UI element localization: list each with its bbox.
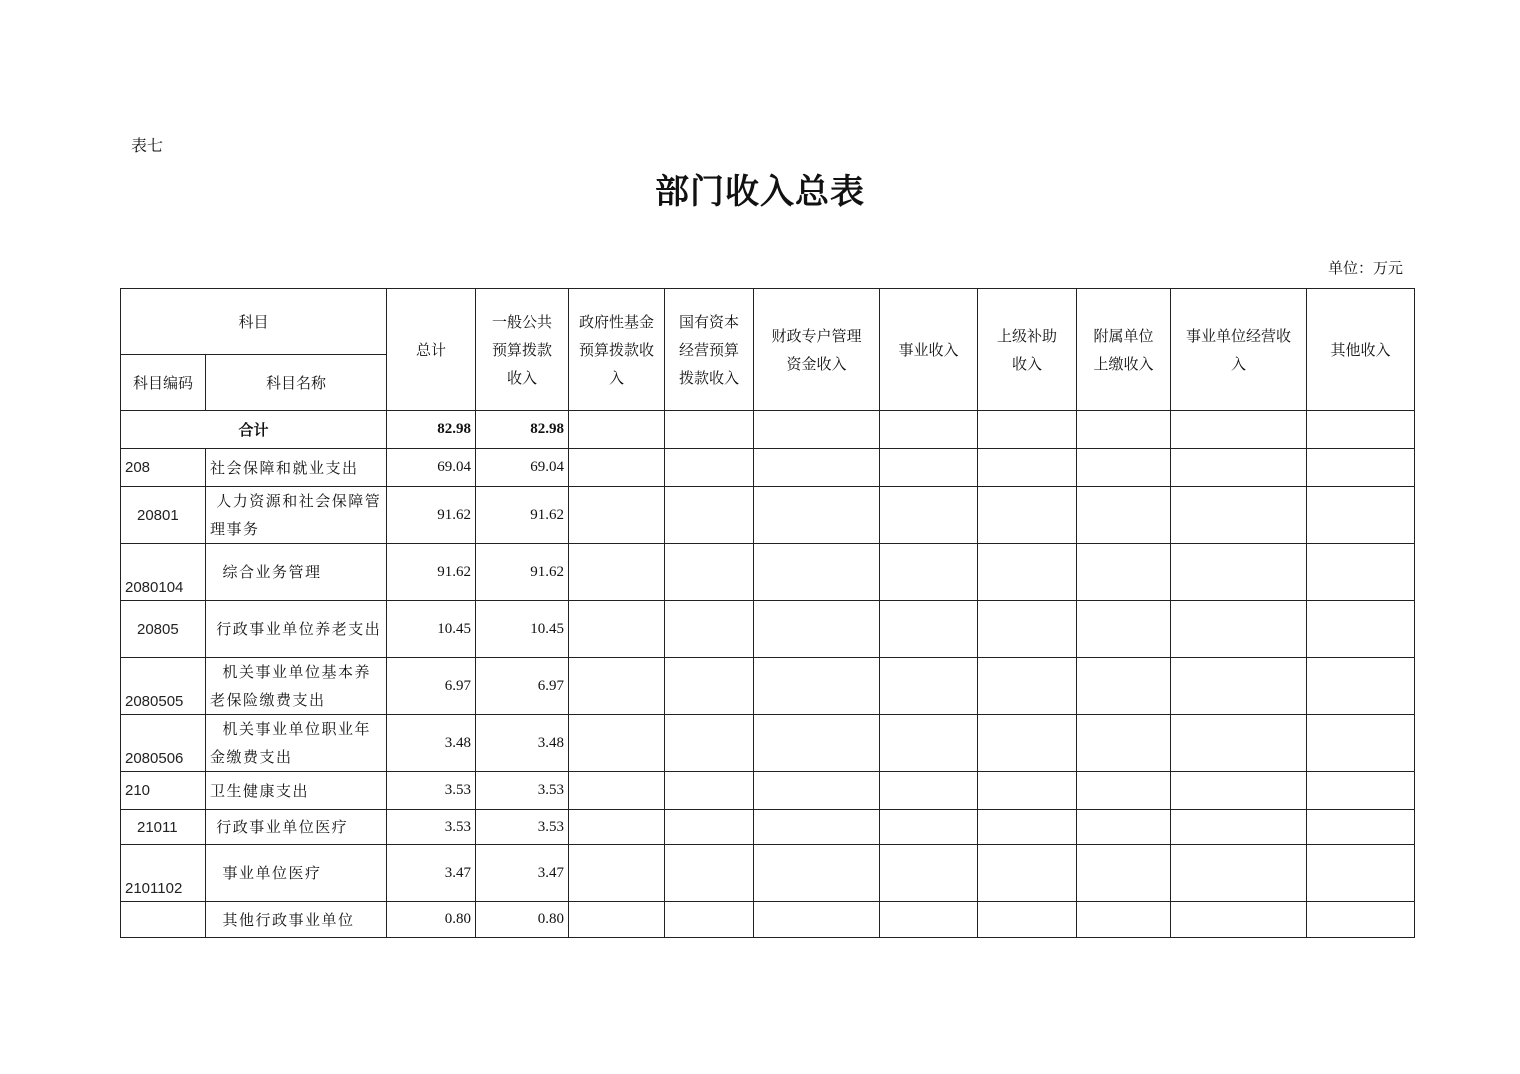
empty-cell <box>665 772 754 810</box>
subject-code-cell: 210 <box>121 772 206 810</box>
empty-cell <box>978 544 1077 601</box>
table-label: 表七 <box>131 136 164 155</box>
header-special-account: 财政专户管理资金收入 <box>754 289 880 411</box>
empty-cell <box>754 544 880 601</box>
general-budget-cell: 3.53 <box>476 772 569 810</box>
subject-name-cell: 事业单位医疗 <box>206 845 387 902</box>
empty-cell <box>880 449 978 487</box>
general-budget-cell: 91.62 <box>476 487 569 544</box>
table-row <box>121 810 1415 845</box>
table-row <box>121 845 1415 902</box>
empty-cell <box>978 658 1077 715</box>
empty-cell <box>1307 902 1415 938</box>
empty-cell <box>569 411 665 449</box>
table-row <box>121 902 1415 938</box>
header-subject: 科目 <box>121 289 387 355</box>
total-cell: 6.97 <box>387 658 476 715</box>
empty-cell <box>880 845 978 902</box>
table-row <box>121 601 1415 658</box>
total-cell: 91.62 <box>387 544 476 601</box>
empty-cell <box>978 715 1077 772</box>
empty-cell <box>1077 810 1171 845</box>
header-other: 其他收入 <box>1307 289 1415 411</box>
empty-cell <box>1171 411 1307 449</box>
empty-cell <box>754 715 880 772</box>
total-cell: 3.47 <box>387 845 476 902</box>
empty-cell <box>880 411 978 449</box>
total-cell: 3.53 <box>387 810 476 845</box>
header-code: 科目编码 <box>121 355 206 411</box>
general-budget-cell: 3.48 <box>476 715 569 772</box>
empty-cell <box>978 487 1077 544</box>
empty-cell <box>569 772 665 810</box>
empty-cell <box>665 658 754 715</box>
empty-cell <box>665 902 754 938</box>
empty-cell <box>569 902 665 938</box>
total-cell: 0.80 <box>387 902 476 938</box>
empty-cell <box>1077 411 1171 449</box>
empty-cell <box>978 845 1077 902</box>
empty-cell <box>1307 544 1415 601</box>
total-cell: 69.04 <box>387 449 476 487</box>
empty-cell <box>1077 772 1171 810</box>
empty-cell <box>1171 810 1307 845</box>
subject-code-cell: 21011 <box>121 810 206 845</box>
general-budget-cell: 3.53 <box>476 810 569 845</box>
subject-name-cell: 机关事业单位基本养老保险缴费支出 <box>206 658 387 715</box>
empty-cell <box>978 411 1077 449</box>
empty-cell <box>880 601 978 658</box>
empty-cell <box>569 544 665 601</box>
empty-cell <box>754 772 880 810</box>
unit-label: 单位：万元 <box>1327 259 1403 277</box>
empty-cell <box>569 810 665 845</box>
empty-cell <box>754 601 880 658</box>
table-row <box>121 487 1415 544</box>
empty-cell <box>665 544 754 601</box>
empty-cell <box>1171 487 1307 544</box>
general-budget-cell: 10.45 <box>476 601 569 658</box>
subject-code-cell: 2101102 <box>121 845 206 902</box>
subject-code-cell: 2080505 <box>121 658 206 715</box>
total-cell: 10.45 <box>387 601 476 658</box>
header-affiliated: 附属单位上缴收入 <box>1077 289 1171 411</box>
empty-cell <box>1307 715 1415 772</box>
subject-name-cell: 行政事业单位医疗 <box>206 810 387 845</box>
subject-name-cell: 综合业务管理 <box>206 544 387 601</box>
empty-cell <box>665 449 754 487</box>
empty-cell <box>1077 902 1171 938</box>
subject-code-cell <box>121 902 206 938</box>
general-budget-cell: 3.47 <box>476 845 569 902</box>
empty-cell <box>880 544 978 601</box>
subject-code-cell: 20805 <box>121 601 206 658</box>
empty-cell <box>1077 658 1171 715</box>
empty-cell <box>665 487 754 544</box>
empty-cell <box>1307 411 1415 449</box>
empty-cell <box>569 658 665 715</box>
empty-cell <box>665 715 754 772</box>
empty-cell <box>1171 902 1307 938</box>
header-state-capital: 国有资本经营预算拨款收入 <box>665 289 754 411</box>
general-budget-cell: 69.04 <box>476 449 569 487</box>
total-cell: 3.48 <box>387 715 476 772</box>
header-row <box>121 289 1415 355</box>
subject-name-cell: 行政事业单位养老支出 <box>206 601 387 658</box>
empty-cell <box>1077 601 1171 658</box>
page-title: 部门收入总表 <box>655 172 865 212</box>
empty-cell <box>569 601 665 658</box>
subject-code-cell: 2080506 <box>121 715 206 772</box>
header-name: 科目名称 <box>206 355 387 411</box>
total-label: 合计 <box>121 411 387 449</box>
empty-cell <box>1077 487 1171 544</box>
empty-cell <box>754 810 880 845</box>
empty-cell <box>1171 449 1307 487</box>
empty-cell <box>1171 658 1307 715</box>
empty-cell <box>1307 772 1415 810</box>
header-gov-fund: 政府性基金预算拨款收入 <box>569 289 665 411</box>
total-cell: 82.98 <box>387 411 476 449</box>
subject-name-cell: 机关事业单位职业年金缴费支出 <box>206 715 387 772</box>
table-row <box>121 772 1415 810</box>
table-row <box>121 715 1415 772</box>
empty-cell <box>754 449 880 487</box>
empty-cell <box>754 845 880 902</box>
empty-cell <box>1171 601 1307 658</box>
header-operating: 事业单位经营收入 <box>1171 289 1307 411</box>
empty-cell <box>754 658 880 715</box>
empty-cell <box>1171 544 1307 601</box>
subject-name-cell: 人力资源和社会保障管理事务 <box>206 487 387 544</box>
empty-cell <box>754 411 880 449</box>
empty-cell <box>1171 845 1307 902</box>
empty-cell <box>569 449 665 487</box>
empty-cell <box>978 601 1077 658</box>
empty-cell <box>665 601 754 658</box>
empty-cell <box>1077 845 1171 902</box>
empty-cell <box>1307 487 1415 544</box>
table-row <box>121 658 1415 715</box>
empty-cell <box>1307 658 1415 715</box>
empty-cell <box>880 658 978 715</box>
empty-cell <box>1077 544 1171 601</box>
empty-cell <box>1077 715 1171 772</box>
empty-cell <box>1077 449 1171 487</box>
empty-cell <box>880 715 978 772</box>
empty-cell <box>978 902 1077 938</box>
empty-cell <box>978 772 1077 810</box>
income-summary-table <box>120 288 1415 938</box>
empty-cell <box>1307 810 1415 845</box>
general-budget-cell: 91.62 <box>476 544 569 601</box>
total-cell: 3.53 <box>387 772 476 810</box>
empty-cell <box>1307 449 1415 487</box>
empty-cell <box>880 902 978 938</box>
header-total: 总计 <box>387 289 476 411</box>
empty-cell <box>1171 772 1307 810</box>
empty-cell <box>754 902 880 938</box>
header-business-income: 事业收入 <box>880 289 978 411</box>
total-cell: 91.62 <box>387 487 476 544</box>
header-higher-subsidy: 上级补助收入 <box>978 289 1077 411</box>
empty-cell <box>880 772 978 810</box>
table-row <box>121 544 1415 601</box>
table-row <box>121 449 1415 487</box>
general-budget-cell: 82.98 <box>476 411 569 449</box>
empty-cell <box>1307 845 1415 902</box>
empty-cell <box>880 810 978 845</box>
empty-cell <box>665 845 754 902</box>
subject-name-cell: 社会保障和就业支出 <box>206 449 387 487</box>
empty-cell <box>1307 601 1415 658</box>
empty-cell <box>569 487 665 544</box>
subject-code-cell: 208 <box>121 449 206 487</box>
empty-cell <box>569 845 665 902</box>
subject-name-cell: 卫生健康支出 <box>206 772 387 810</box>
general-budget-cell: 6.97 <box>476 658 569 715</box>
empty-cell <box>754 487 880 544</box>
empty-cell <box>665 810 754 845</box>
subject-code-cell: 20801 <box>121 487 206 544</box>
empty-cell <box>880 487 978 544</box>
subject-name-cell: 其他行政事业单位 <box>206 902 387 938</box>
empty-cell <box>1171 715 1307 772</box>
empty-cell <box>978 449 1077 487</box>
empty-cell <box>665 411 754 449</box>
empty-cell <box>978 810 1077 845</box>
empty-cell <box>569 715 665 772</box>
header-general-budget: 一般公共预算拨款收入 <box>476 289 569 411</box>
subject-code-cell: 2080104 <box>121 544 206 601</box>
table-row-total <box>121 411 1415 449</box>
general-budget-cell: 0.80 <box>476 902 569 938</box>
